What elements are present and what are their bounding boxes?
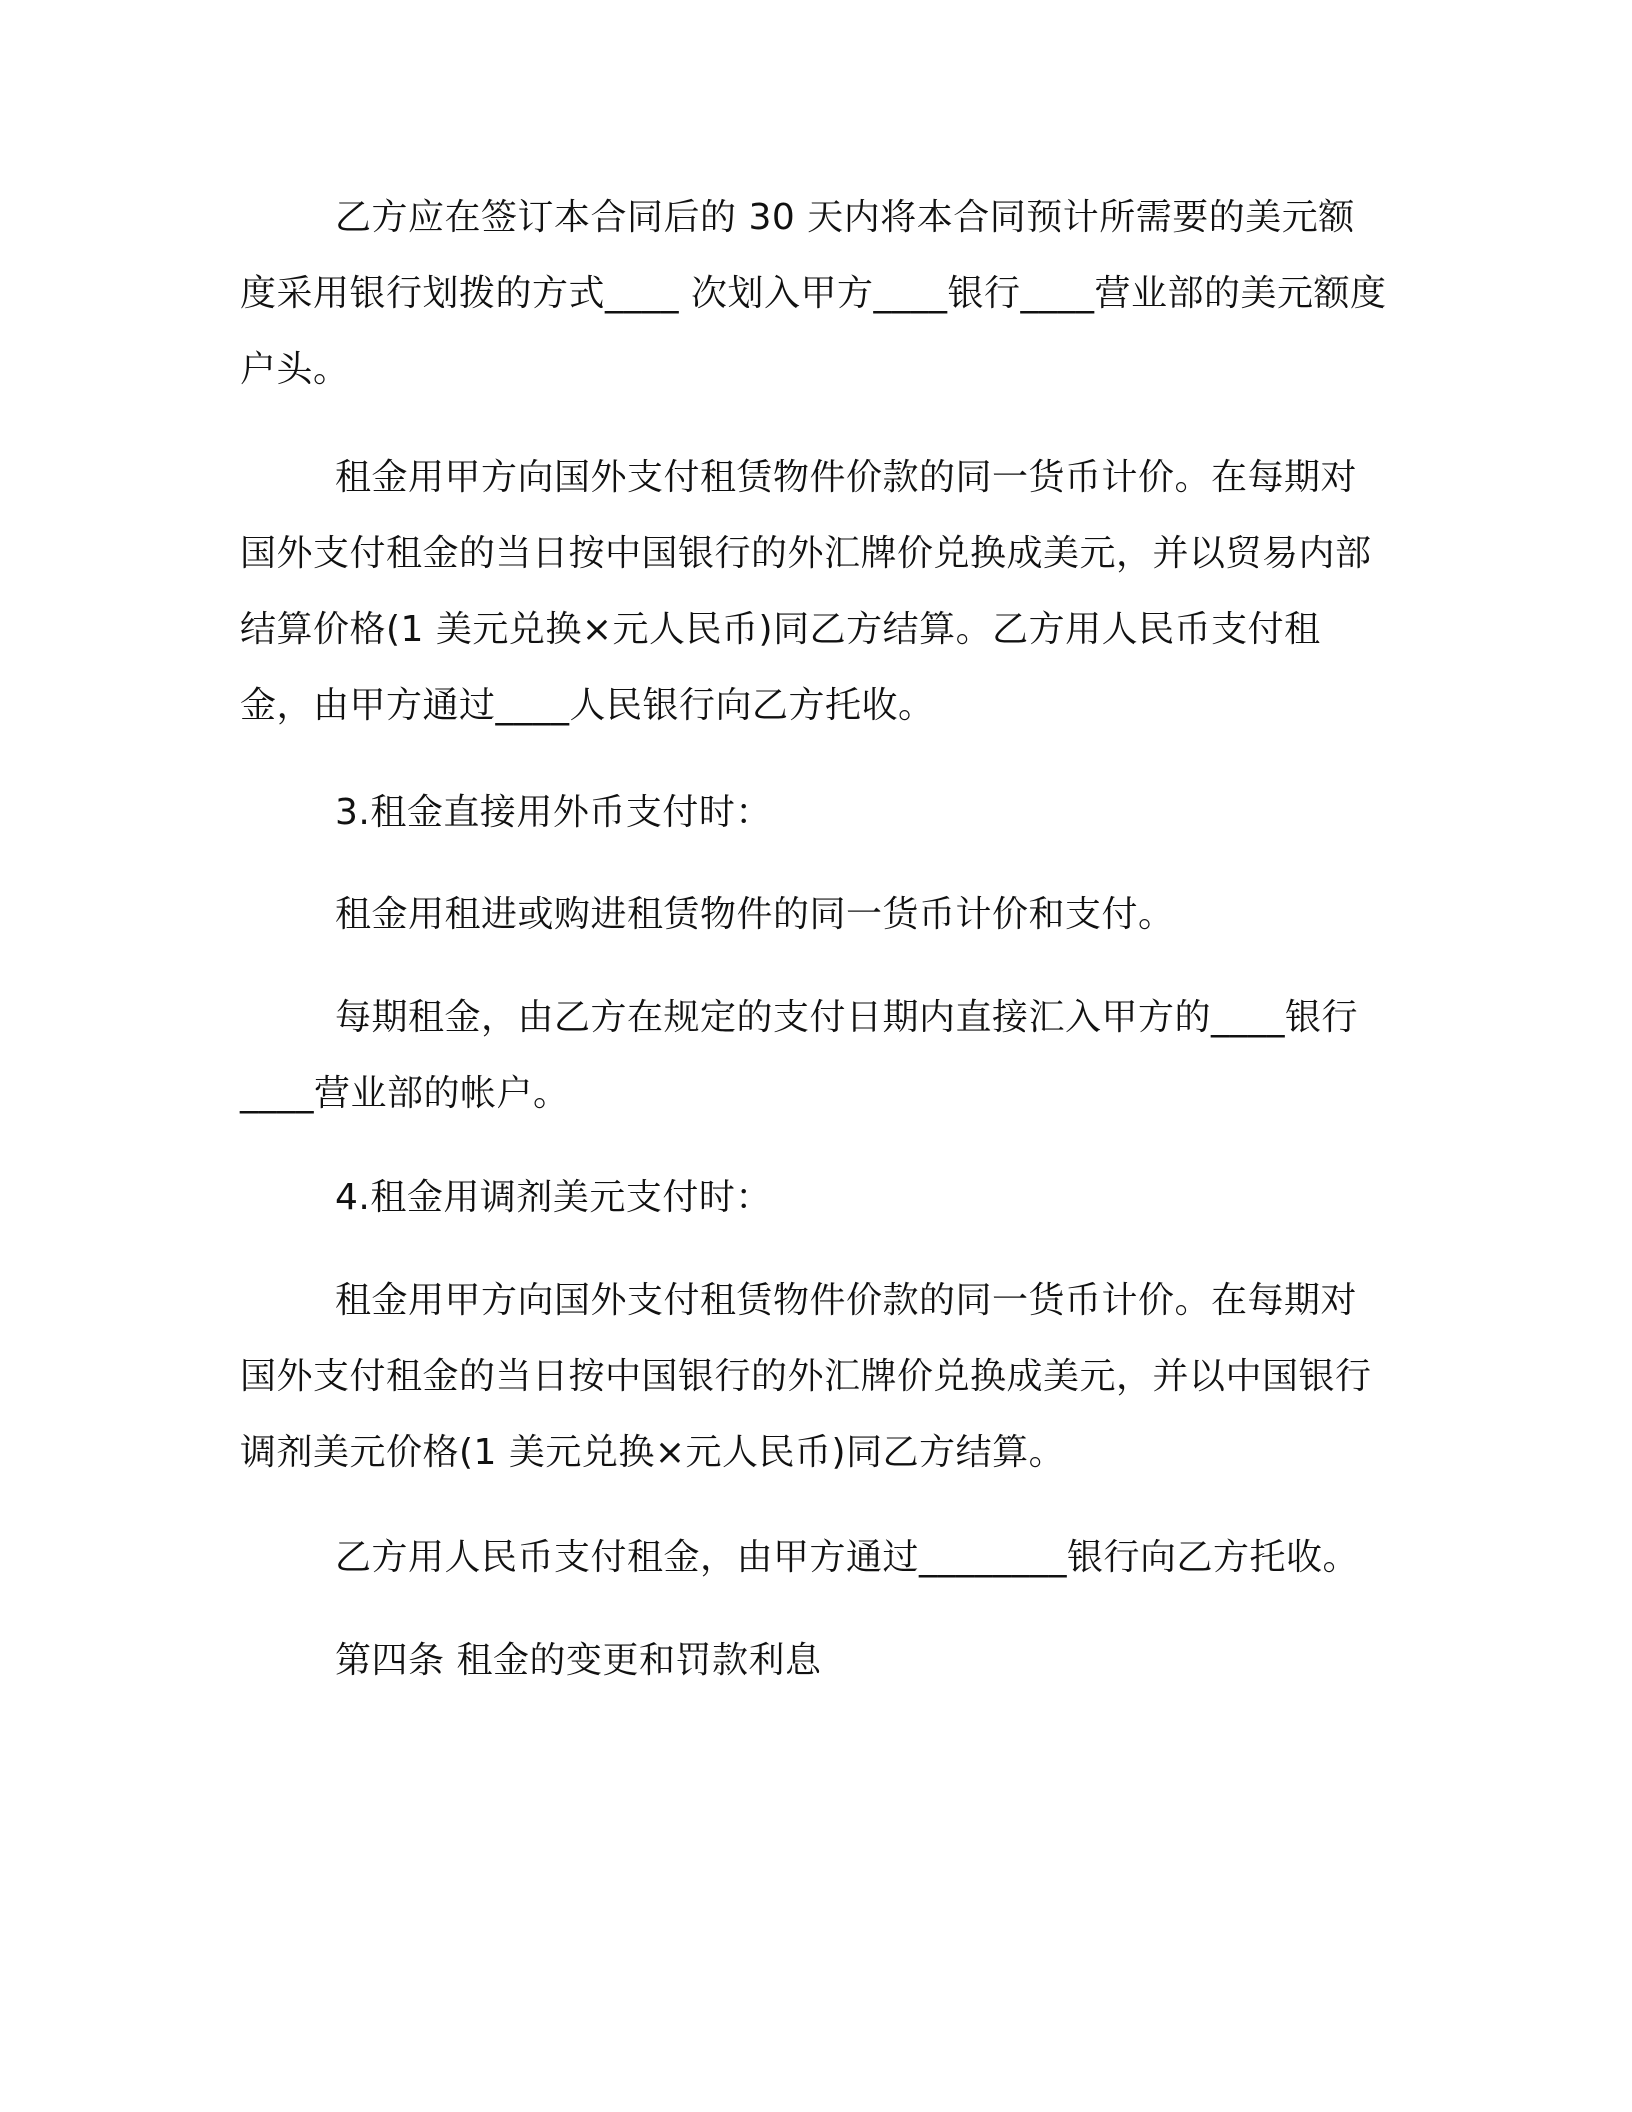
article-4-heading: 第四条 租金的变更和罚款利息 [335,1640,822,1681]
paragraph-rent-pricing-adjusted-usd: 租金用甲方向国外支付租赁物件价款的同一货币计价。在每期对国外支付租金的当日按中国银行的外汇牌价兑换成美元，并以中国银行调剂美元价格(1 美元兑换×元人民币)同乙方结算。 [240,1280,1372,1473]
paragraph-usd-quota-transfer: 乙方应在签订本合同后的 30 天内将本合同预计所需要的美元额度采用银行划拨的方式____ 次划入甲方____银行____营业部的美元额度户头。 [240,197,1387,390]
paragraph-rmb-collection: 乙方用人民币支付租金，由甲方通过________银行向乙方托收。 [335,1537,1360,1578]
paragraph-rent-pricing-trade-settlement: 租金用甲方向国外支付租赁物件价款的同一货币计价。在每期对国外支付租金的当日按中国银行的外汇牌价兑换成美元，并以贸易内部结算价格(1 美元兑换×元人民币)同乙方结算。乙方用人民币支付租金，由甲方通过____人民银行向乙方托收。 [240,457,1372,726]
paragraph-foreign-currency-pricing: 租金用租进或购进租赁物件的同一货币计价和支付。 [335,894,1175,935]
clause-3-heading: 3.租金直接用外币支付时： [335,792,772,833]
paragraph-rent-remittance: 每期租金，由乙方在规定的支付日期内直接汇入甲方的____银行____营业部的帐户。 [240,997,1359,1114]
clause-4-heading: 4.租金用调剂美元支付时： [335,1177,772,1218]
